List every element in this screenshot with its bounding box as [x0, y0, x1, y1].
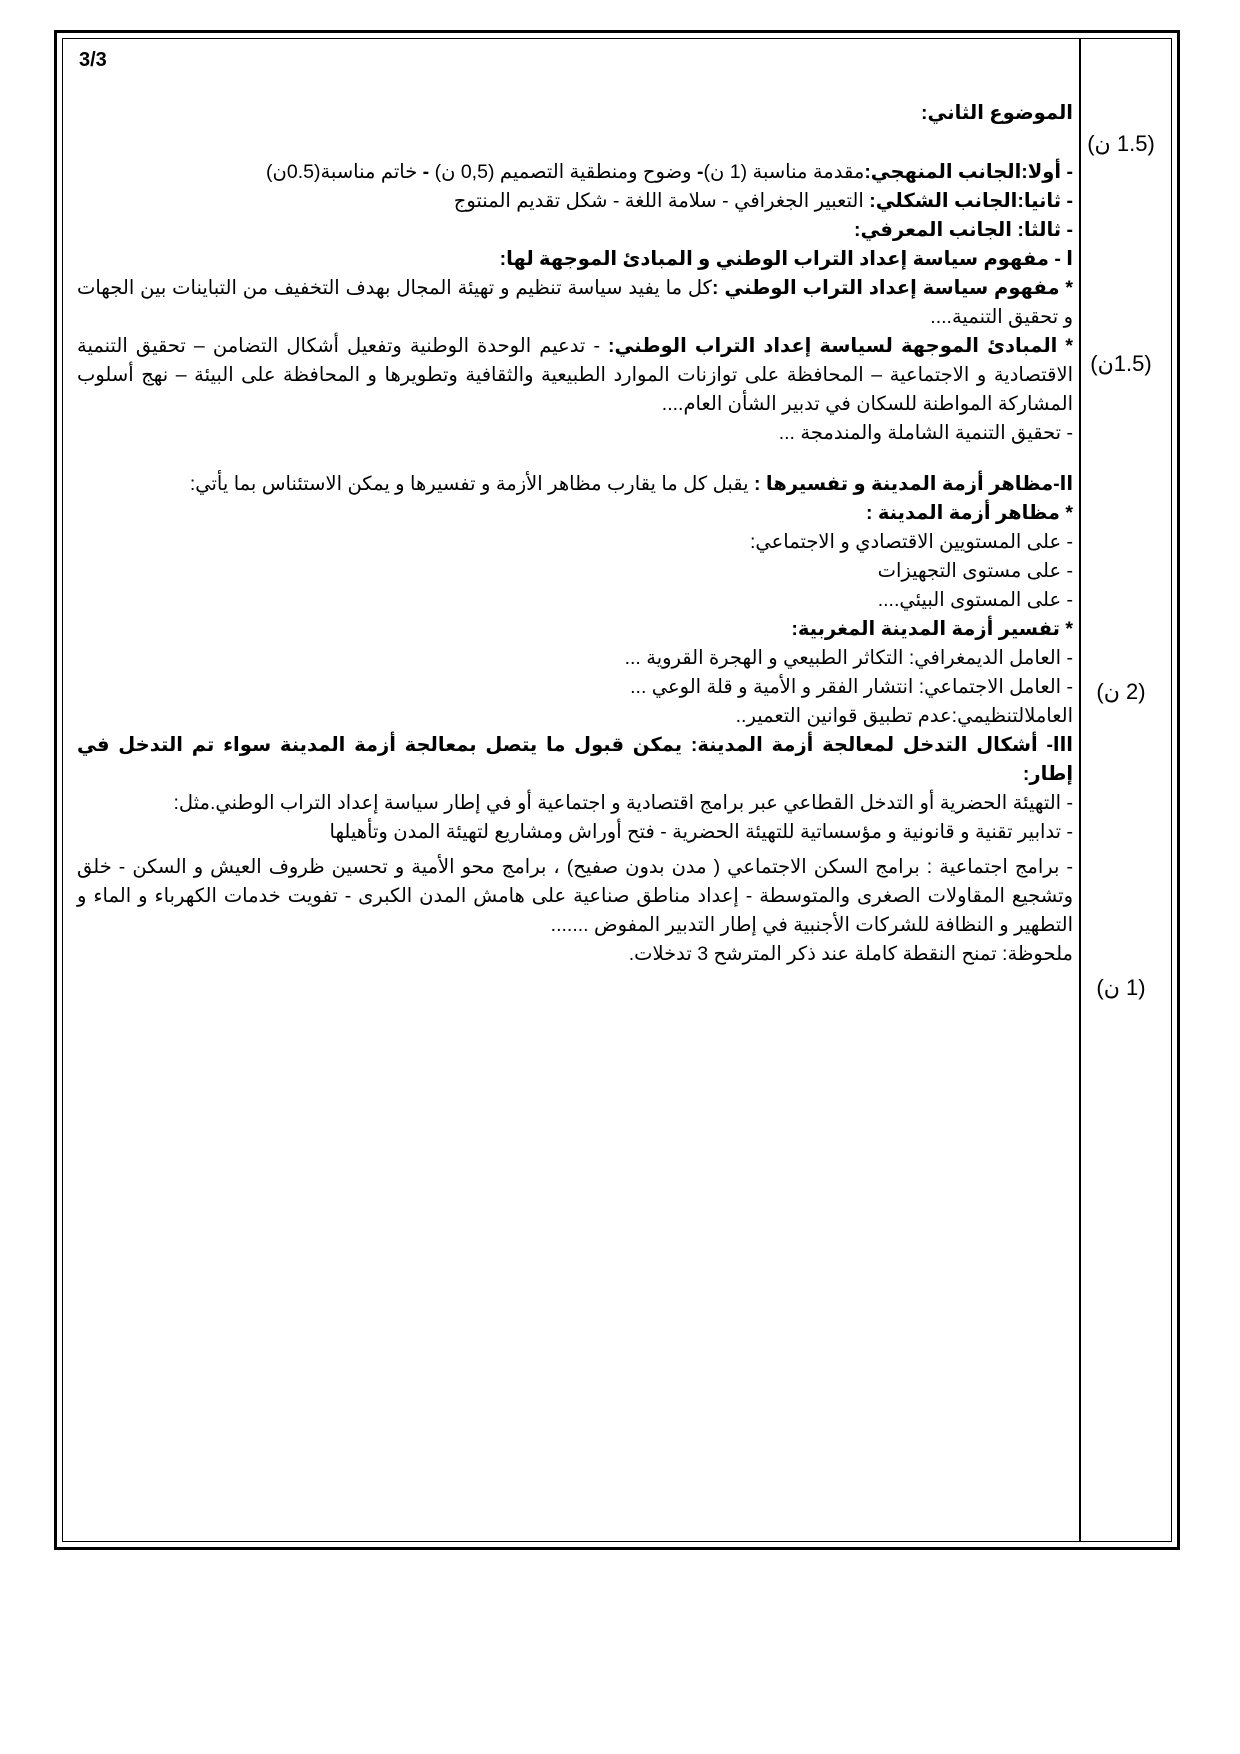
aspect-item: - على مستوى التجهيزات	[877, 560, 1073, 582]
score-method: (1.5 ن)	[1087, 131, 1155, 156]
page-frame	[54, 30, 1180, 1550]
page-title: الموضوع الثاني:	[921, 102, 1073, 124]
section-1-definition: * مفهوم سياسة إعداد التراب الوطني :كل ما يفيد سياسة تنظيم و تهيئة المجال بهدف التخفيف من التباينات بين الجهات و تحقيق التنمية....	[77, 277, 1074, 328]
explain-item: العاملالتنظيمي:عدم تطبيق قوانين التعمير..	[735, 705, 1073, 727]
aspect-item: - على المستوى البيئي....	[877, 589, 1073, 611]
aspect-item: - على المستويين الاقتصادي و الاجتماعي:	[749, 531, 1073, 553]
explain-item: - العامل الاجتماعي: انتشار الفقر و الأمية و قلة الوعي ...	[630, 676, 1073, 698]
score-column	[1081, 39, 1171, 1541]
form-line: - ثانيا:الجانب الشكلي: التعبير الجغرافي - سلامة اللغة - شكل تقديم المنتوج	[453, 190, 1073, 212]
score-section-1: (1.5ن)	[1090, 351, 1152, 376]
score-section-3: (1 ن)	[1096, 975, 1146, 1000]
section-1-last: - تحقيق التنمية الشاملة والمندمجة ...	[778, 422, 1073, 444]
score-section-2: (2 ن)	[1096, 679, 1146, 704]
section-3-p3: - برامج اجتماعية : برامج السكن الاجتماعي ( مدن بدون صفيح) ، برامج محو الأمية و تحسين ظروف العيش و السكن - خلق وتشجيع المقاولات الصغرى والمتوسطة - إعداد مناطق صناعية على هامش المدن الكبرى - تفويت خدمات الكهرباء و الماء و التطهير و النظافة للشركات الأجنبية في إطار التدبير المفوض .......	[77, 856, 1073, 936]
explain-title: * تفسير أزمة المدينة المغربية:	[791, 618, 1073, 640]
page-number: 3/3	[79, 49, 107, 71]
knowledge-heading: - ثالثا: الجانب المعرفي:	[853, 219, 1073, 241]
section-3-p2: - تدابير تقنية و قانونية و مؤسساتية للتهيئة الحضرية - فتح أوراش ومشاريع لتهيئة المدن وتأهيلها	[329, 821, 1073, 843]
explain-item: - العامل الديمغرافي: التكاثر الطبيعي و الهجرة القروية ...	[624, 647, 1073, 669]
method-line: - أولا:الجانب المنهجي:مقدمة مناسبة (1 ن)- وضوح ومنطقية التصميم (0,5 ن) - خاتم مناسبة(0.5ن)	[266, 161, 1073, 183]
section-3-note: ملحوظة: تمنح النقطة كاملة عند ذكر المترشح 3 تدخلات.	[628, 943, 1073, 965]
answer-content	[77, 99, 1073, 969]
page-frame-inner	[62, 38, 1172, 1542]
section-1-principles: * المبادئ الموجهة لسياسة إعداد التراب الوطني: - تدعيم الوحدة الوطنية وتفعيل أشكال التضامن – تحقيق التنمية الاقتصادية و الاجتماعية – المحافظة على توازنات الموارد الطبيعية والثقافية وتطويرها و المحافظة على البيئة – نهج أسلوب المشاركة المواطنة للسكان في تدبير الشأن العام....	[77, 335, 1073, 415]
section-2-heading: اا-مظاهر أزمة المدينة و تفسيرها : يقبل كل ما يقارب مظاهر الأزمة و تفسيرها و يمكن الاستئناس بما يأتي:	[189, 473, 1073, 495]
section-1-heading: ا - مفهوم سياسة إعداد التراب الوطني و المبادئ الموجهة لها:	[499, 248, 1073, 270]
aspects-title: * مظاهر أزمة المدينة :	[865, 502, 1073, 524]
section-3-heading: ااا- أشكال التدخل لمعالجة أزمة المدينة: يمكن قبول ما يتصل بمعالجة أزمة المدينة سواء تم التدخل في إطار:	[77, 734, 1073, 785]
section-3-p1: - التهيئة الحضرية أو التدخل القطاعي عبر برامج اقتصادية و اجتماعية أو في إطار سياسة إعداد التراب الوطني.مثل:	[173, 792, 1073, 814]
